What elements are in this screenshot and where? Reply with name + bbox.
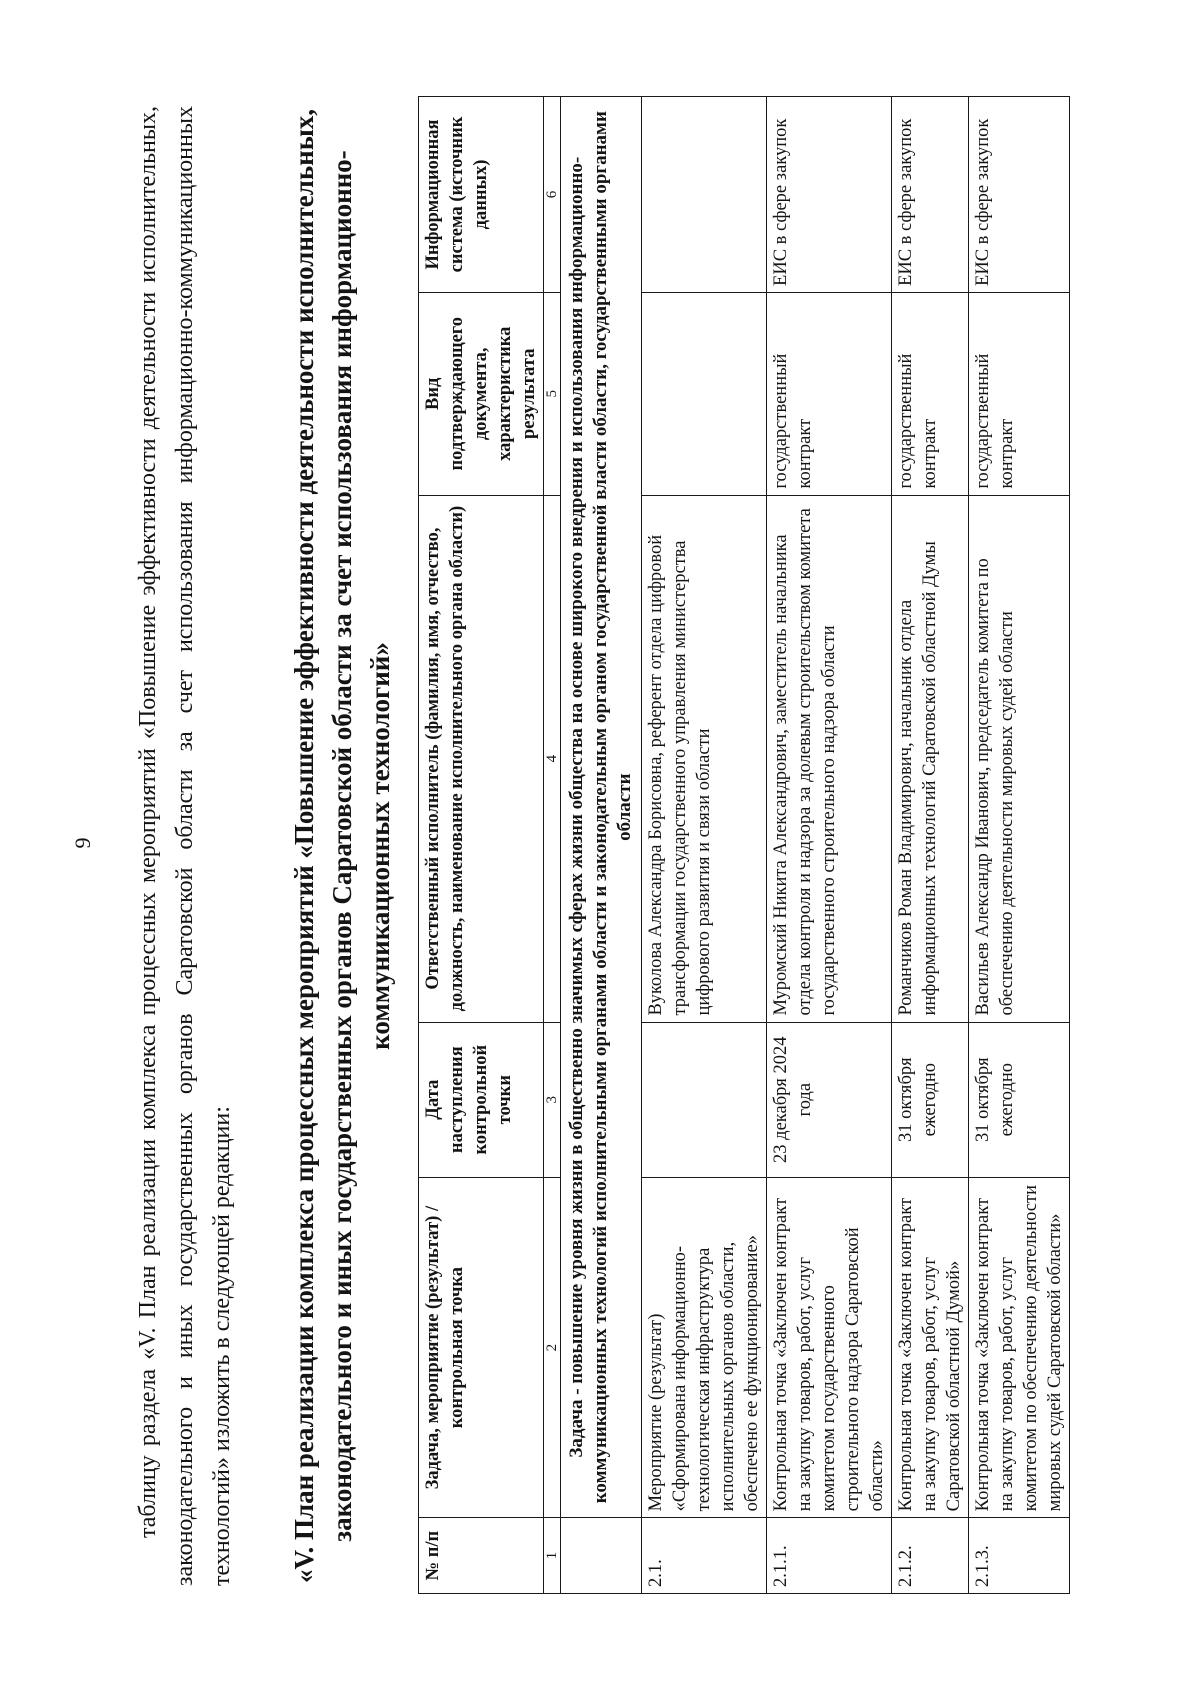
row-date: 23 декабря 2024 года (767, 1022, 892, 1177)
table-row (767, 97, 892, 1594)
column-number: 2 (544, 1177, 561, 1517)
table-row (969, 97, 1070, 1594)
row-num: 2.1.3. (969, 1518, 1070, 1594)
row-num: 2.1.1. (767, 1518, 892, 1594)
row-system: ЕИС в сфере закупок (767, 97, 892, 293)
row-num: 2.1.2. (892, 1518, 969, 1594)
column-number: 3 (544, 1022, 561, 1177)
table-header-row (419, 97, 544, 1594)
table-row (892, 97, 969, 1594)
column-number: 5 (544, 292, 561, 495)
task-description: Задача - повышение уровня жизни в общественно значимых сферах жизни общества на основе широкого внедрения и использования информационно-коммуникационных технологий исполнительными органами области и законодательным органом государственной власти области, государственными органами области (561, 97, 642, 1518)
row-num: 2.1. (642, 1518, 767, 1594)
row-event: Мероприятие (результат) «Сформирована информационно-технологическая инфраструктура исполнительных органов области, обеспечено ее функционирование» (642, 1177, 767, 1517)
row-date: 31 октября ежегодно (892, 1022, 969, 1177)
row-event: Контрольная точка «Заключен контракт на закупку товаров, работ, услуг Саратовской областной Думой» (892, 1177, 969, 1517)
row-event: Контрольная точка «Заключен контракт на закупку товаров, работ, услуг комитетом по обеспечению деятельности мировых судей Саратовской области» (969, 1177, 1070, 1517)
row-date (642, 1022, 767, 1177)
header-responsible: Ответственный исполнитель (фамилия, имя, отчество, должность, наименование исполнительного органа области) (419, 495, 544, 1022)
header-num: № п/п (419, 1518, 544, 1594)
row-event: Контрольная точка «Заключен контракт на закупку товаров, работ, услуг комитетом государственного строительного надзора Саратовской области» (767, 1177, 892, 1517)
row-system: ЕИС в сфере закупок (969, 97, 1070, 293)
row-date: 31 октября ежегодно (969, 1022, 1070, 1177)
section-heading: «V. План реализации комплекса процессных мероприятий «Повышение эффективности деятельности исполнительных, законодательного и иных государственных органов Саратовской области за счет использования информационно-коммуникационных технологий» (289, 108, 395, 1584)
row-responsible: Романчиков Роман Владимирович, начальник отдела информационных технологий Саратовской областной Думы (892, 495, 969, 1022)
row-system (642, 97, 767, 293)
plan-table (418, 96, 1070, 1594)
column-number: 1 (544, 1518, 561, 1594)
header-system: Информационная система (источник данных) (419, 97, 544, 293)
intro-paragraph: таблицу раздела «V. План реализации комплекса процессных мероприятий «Повышение эффективности деятельности исполнительных, законодательного и иных государственных органов Саратовской области за счет использования информационно-коммуникационных технологий» изложить в следующей редакции: (135, 106, 235, 1586)
header-event: Задача, мероприятие (результат) / контрольная точка (419, 1177, 544, 1517)
column-number-row (544, 97, 561, 1594)
row-responsible: Васильев Александр Иванович, председатель комитета по обеспечению деятельности мировых судей области (969, 495, 1070, 1022)
table-row (642, 97, 767, 1594)
task-num-cell (561, 1518, 642, 1594)
row-responsible: Муромский Никита Александрович, заместитель начальника отдела контроля и надзора за долевым строительством комитета государственного строительного надзора области (767, 495, 892, 1022)
column-number: 4 (544, 495, 561, 1022)
row-system: ЕИС в сфере закупок (892, 97, 969, 293)
page-number: 9 (70, 837, 95, 849)
row-document: государственный контракт (767, 292, 892, 495)
task-row (561, 97, 642, 1594)
column-number: 6 (544, 97, 561, 293)
header-date: Дата наступления контрольной точки (419, 1022, 544, 1177)
row-document (642, 292, 767, 495)
row-responsible: Вуколова Александра Борисовна, референт отдела цифровой трансформации государственного управления министерства цифрового развития и связи области (642, 495, 767, 1022)
header-document: Вид подтверждающего документа, характеристика результата (419, 292, 544, 495)
row-document: государственный контракт (969, 292, 1070, 495)
row-document: государственный контракт (892, 292, 969, 495)
